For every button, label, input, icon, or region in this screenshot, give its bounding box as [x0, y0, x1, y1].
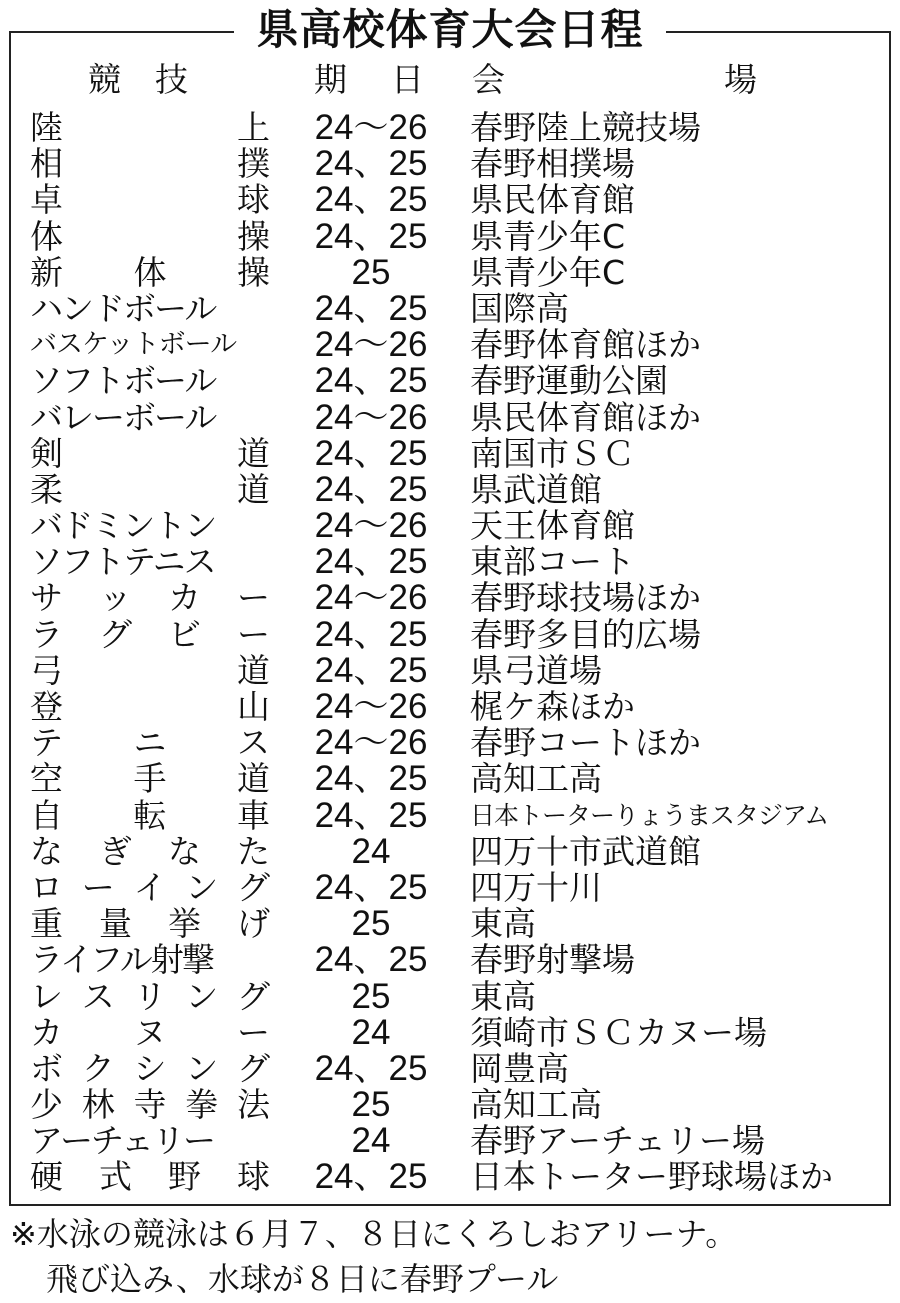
sport-name: ライフル射撃 [30, 940, 213, 980]
sport-name: テ ニ ス [30, 723, 270, 763]
event-dates: 24、25 [314, 180, 428, 220]
header-venue-char-1: 会 [472, 60, 505, 99]
venue-name: 県青少年C [470, 216, 626, 256]
table-row [0, 397, 900, 437]
sport-name: 体 操 [30, 216, 270, 256]
footnote-line-2: 飛び込み、水球が８日に春野プール [46, 1260, 559, 1298]
sport-name: な ぎ な た [30, 831, 270, 871]
footnote-line-1: ※水泳の競泳は６月７、８日にくろしおアリーナ。 [10, 1215, 738, 1253]
event-dates: 24〜26 [314, 687, 428, 726]
table-row [0, 1159, 900, 1195]
table-row [0, 1087, 900, 1123]
sport-name: 相 撲 [30, 144, 270, 184]
sport-name: ハンドボール [30, 288, 216, 328]
venue-name: 春野体育館ほか [470, 325, 701, 365]
table-row [0, 508, 900, 544]
page-title: 県高校体育大会日程 [234, 0, 665, 62]
sport-name: バドミントン [30, 506, 216, 546]
footnote [10, 1212, 895, 1302]
sport-name: ボ ク シ ン グ [30, 1048, 270, 1088]
venue-name: 南国市ＳＣ [470, 433, 635, 473]
venue-name: 国際高 [470, 288, 569, 328]
venue-name: 春野陸上競技場 [470, 108, 701, 147]
table-row [0, 288, 900, 328]
event-dates: 24、25 [314, 614, 428, 654]
event-dates: 24〜26 [314, 397, 428, 437]
sport-name: 自 転 車 [30, 795, 270, 835]
venue-name: 春野アーチェリー場 [470, 1121, 766, 1161]
venue-name: 県弓道場 [470, 650, 602, 690]
venue-name: 春野相撲場 [470, 144, 635, 184]
sport-name: サ ッ カ ー [30, 578, 270, 618]
sport-name: レ ス リ ン グ [30, 976, 270, 1016]
venue-name: 春野運動公園 [470, 361, 668, 401]
table-row [0, 110, 900, 146]
venue-name: 東部コート [470, 542, 635, 582]
venue-name: 日本トーターりょうまスタジアム [470, 800, 829, 830]
event-dates: 24、25 [314, 1157, 428, 1197]
venue-name: 県民体育館 [470, 180, 635, 220]
header-venue-char-2: 場 [724, 60, 757, 99]
table-row [0, 1048, 900, 1088]
table-row [0, 216, 900, 256]
sport-name: 登 山 [30, 687, 270, 726]
venue-name: 県青少年C [470, 252, 626, 292]
event-dates: 24〜26 [314, 578, 428, 618]
header-dates: 期日 [314, 60, 468, 99]
venue-name: 日本トーター野球場ほか [470, 1157, 833, 1197]
venue-name: 東高 [470, 904, 536, 944]
table-row [0, 689, 900, 725]
event-dates: 24 [351, 1012, 391, 1052]
table-row [0, 761, 900, 797]
event-dates: 24、25 [314, 759, 428, 799]
event-dates: 24 [351, 1121, 391, 1161]
venue-name: 春野射撃場 [470, 940, 635, 980]
table-row [0, 544, 900, 580]
sport-name: 卓 球 [30, 180, 270, 220]
table-row [0, 867, 900, 907]
sport-name: ソフトボール [30, 361, 216, 401]
table-row [0, 1123, 900, 1159]
event-dates: 24〜26 [314, 108, 428, 147]
table-row [0, 976, 900, 1016]
sport-name: 剣 道 [30, 433, 270, 473]
table-row [0, 942, 900, 978]
event-dates: 25 [351, 904, 391, 944]
event-dates: 25 [351, 976, 391, 1016]
table-row [0, 469, 900, 509]
venue-name: 春野球技場ほか [470, 578, 701, 618]
event-dates: 24〜26 [314, 506, 428, 546]
table-row [0, 831, 900, 871]
table-row [0, 182, 900, 218]
schedule-table [0, 110, 900, 1196]
table-row [0, 1012, 900, 1052]
venue-name: 春野コートほか [470, 723, 701, 763]
event-dates: 24、25 [314, 288, 428, 328]
table-row [0, 614, 900, 654]
sport-name: カ ヌ ー [30, 1012, 270, 1052]
sport-name: ロ ー イ ン グ [30, 867, 270, 907]
venue-name: 県武道館 [470, 469, 602, 509]
table-row [0, 795, 900, 835]
sport-name: 硬 式 野 球 [30, 1157, 270, 1197]
sport-name: 弓 道 [30, 650, 270, 690]
table-row [0, 252, 900, 292]
sport-name: ソフトテニス [30, 542, 215, 582]
event-dates: 24、25 [314, 433, 428, 473]
event-dates: 25 [351, 252, 391, 292]
sport-name: バレーボール [30, 397, 216, 437]
event-dates: 24、25 [314, 469, 428, 509]
table-row [0, 906, 900, 942]
event-dates: 24〜26 [314, 723, 428, 763]
event-dates: 25 [351, 1085, 391, 1125]
table-row [0, 650, 900, 690]
event-dates: 24、25 [314, 795, 428, 835]
table-row [0, 725, 900, 761]
table-row [0, 327, 900, 363]
event-dates: 24、25 [314, 940, 428, 980]
event-dates: 24、25 [314, 144, 428, 184]
venue-name: 四万十市武道館 [470, 831, 701, 871]
sport-name: バスケットボール [30, 329, 237, 361]
venue-name: 梶ケ森ほか [470, 687, 635, 726]
event-dates: 24、25 [314, 650, 428, 690]
header-venue [472, 60, 757, 100]
event-dates: 24、25 [314, 542, 428, 582]
venue-name: 県民体育館ほか [470, 397, 701, 437]
event-dates: 24、25 [314, 867, 428, 907]
venue-name: 高知工高 [470, 1085, 602, 1125]
sport-name: 柔 道 [30, 469, 270, 509]
sport-name: 新 体 操 [30, 252, 270, 292]
table-row [0, 363, 900, 399]
event-dates: 24、25 [314, 361, 428, 401]
sport-name: 重 量 挙 げ [30, 904, 270, 944]
venue-name: 春野多目的広場 [470, 614, 701, 654]
event-dates: 24 [351, 831, 391, 871]
venue-name: 高知工高 [470, 759, 602, 799]
table-row [0, 580, 900, 616]
venue-name: 東高 [470, 976, 536, 1016]
sport-name: 少 林 寺 拳 法 [30, 1085, 270, 1125]
venue-name: 天王体育館 [470, 506, 635, 546]
venue-name: 四万十川 [470, 867, 602, 907]
sport-name: アーチェリー [30, 1121, 215, 1161]
table-row [0, 146, 900, 182]
title-bar [0, 0, 900, 62]
venue-name: 岡豊高 [470, 1048, 569, 1088]
event-dates: 24、25 [314, 1048, 428, 1088]
sport-name: 空 手 道 [30, 759, 270, 799]
event-dates: 24〜26 [314, 325, 428, 365]
sport-name: 陸 上 [30, 108, 270, 147]
table-row [0, 433, 900, 473]
event-dates: 24、25 [314, 216, 428, 256]
table-header [0, 60, 900, 100]
sport-name: ラ グ ビ ー [30, 614, 270, 654]
venue-name: 須崎市ＳＣカヌー場 [470, 1012, 767, 1052]
header-sport: 競技 [88, 60, 222, 99]
